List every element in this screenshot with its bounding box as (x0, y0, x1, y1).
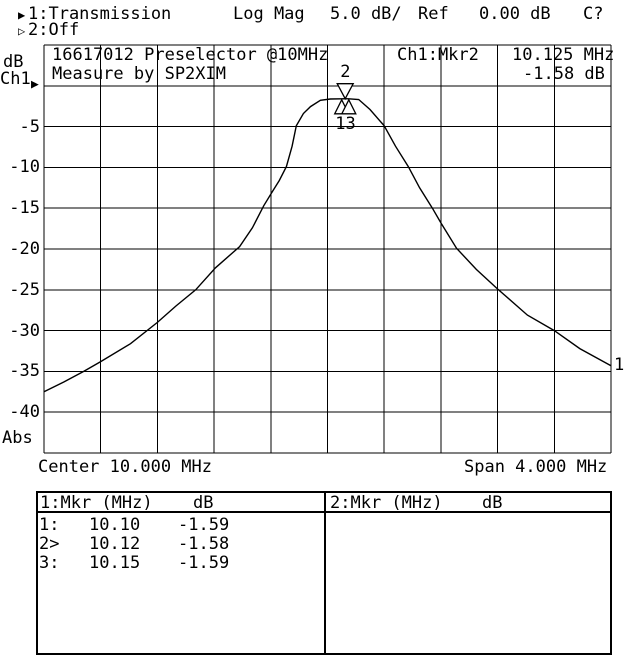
table-divider (324, 491, 326, 655)
table2-header-db: dB (482, 493, 503, 513)
ref-label: Ref (418, 4, 449, 24)
transmission-trace (44, 99, 611, 392)
span-label: Span 4.000 MHz (464, 457, 608, 477)
table-row-freq: 10.10 (89, 515, 141, 535)
table-row-num: 2> (39, 534, 60, 554)
y-mode-label: Abs (2, 428, 33, 448)
trace1-active-icon: ▶ (18, 8, 26, 22)
table-row-freq: 10.15 (89, 553, 141, 573)
table1-header-freq: 1:Mkr (MHz) (40, 493, 153, 513)
ref-value: 0.00 dB (479, 4, 551, 24)
format-readout: Log Mag (233, 4, 305, 24)
table1-header-db: dB (193, 493, 214, 513)
marker-readout-freq: 10.125 MHz (512, 45, 615, 65)
channel-label: Ch1 (0, 69, 31, 89)
trace1-status: 1:Transmission (28, 4, 172, 24)
marker-readout-label: Ch1:Mkr2 (397, 45, 479, 65)
plot-title-line1: 16617012 Preselector @10MHz (52, 45, 329, 65)
cal-status: C? (583, 4, 604, 24)
y-tick: -15 (9, 198, 40, 219)
plot-title-line2: Measure by SP2XIM (52, 64, 226, 84)
scale-readout: 5.0 dB/ (330, 4, 402, 24)
table-border-left (36, 491, 38, 655)
table-row-num: 1: (39, 515, 60, 535)
y-tick: -35 (9, 361, 40, 382)
y-tick: -25 (9, 279, 40, 300)
table-row-db: -1.59 (178, 553, 230, 573)
y-tick: -10 (9, 157, 40, 178)
table-row-num: 3: (39, 553, 60, 573)
marker-readout-level: -1.58 dB (523, 64, 605, 84)
trace2-inactive-icon: ▷ (18, 24, 26, 38)
table-row-freq: 10.12 (89, 534, 141, 554)
table2-header-freq: 2:Mkr (MHz) (330, 493, 443, 513)
trace2-status: 2:Off (28, 20, 80, 40)
y-unit-label: dB (3, 52, 24, 72)
marker-2-symbol-icon (337, 84, 353, 99)
y-tick: -5 (19, 116, 40, 137)
marker1-3-number-label: 13 (335, 113, 356, 134)
table-row-db: -1.58 (178, 534, 230, 554)
marker-1-symbol-icon (335, 100, 349, 114)
center-frequency-label: Center 10.000 MHz (38, 457, 212, 477)
y-tick: -40 (9, 402, 40, 423)
y-tick: -30 (9, 320, 40, 341)
marker-3-symbol-icon (342, 100, 356, 114)
y-tick: -20 (9, 239, 40, 259)
table-border-right (610, 491, 612, 655)
table-row-db: -1.59 (178, 515, 230, 535)
ref-level-pointer-icon: ▶ (31, 77, 39, 92)
trace-number-label: 1 (614, 354, 625, 375)
marker2-number-label: 2 (340, 61, 351, 82)
